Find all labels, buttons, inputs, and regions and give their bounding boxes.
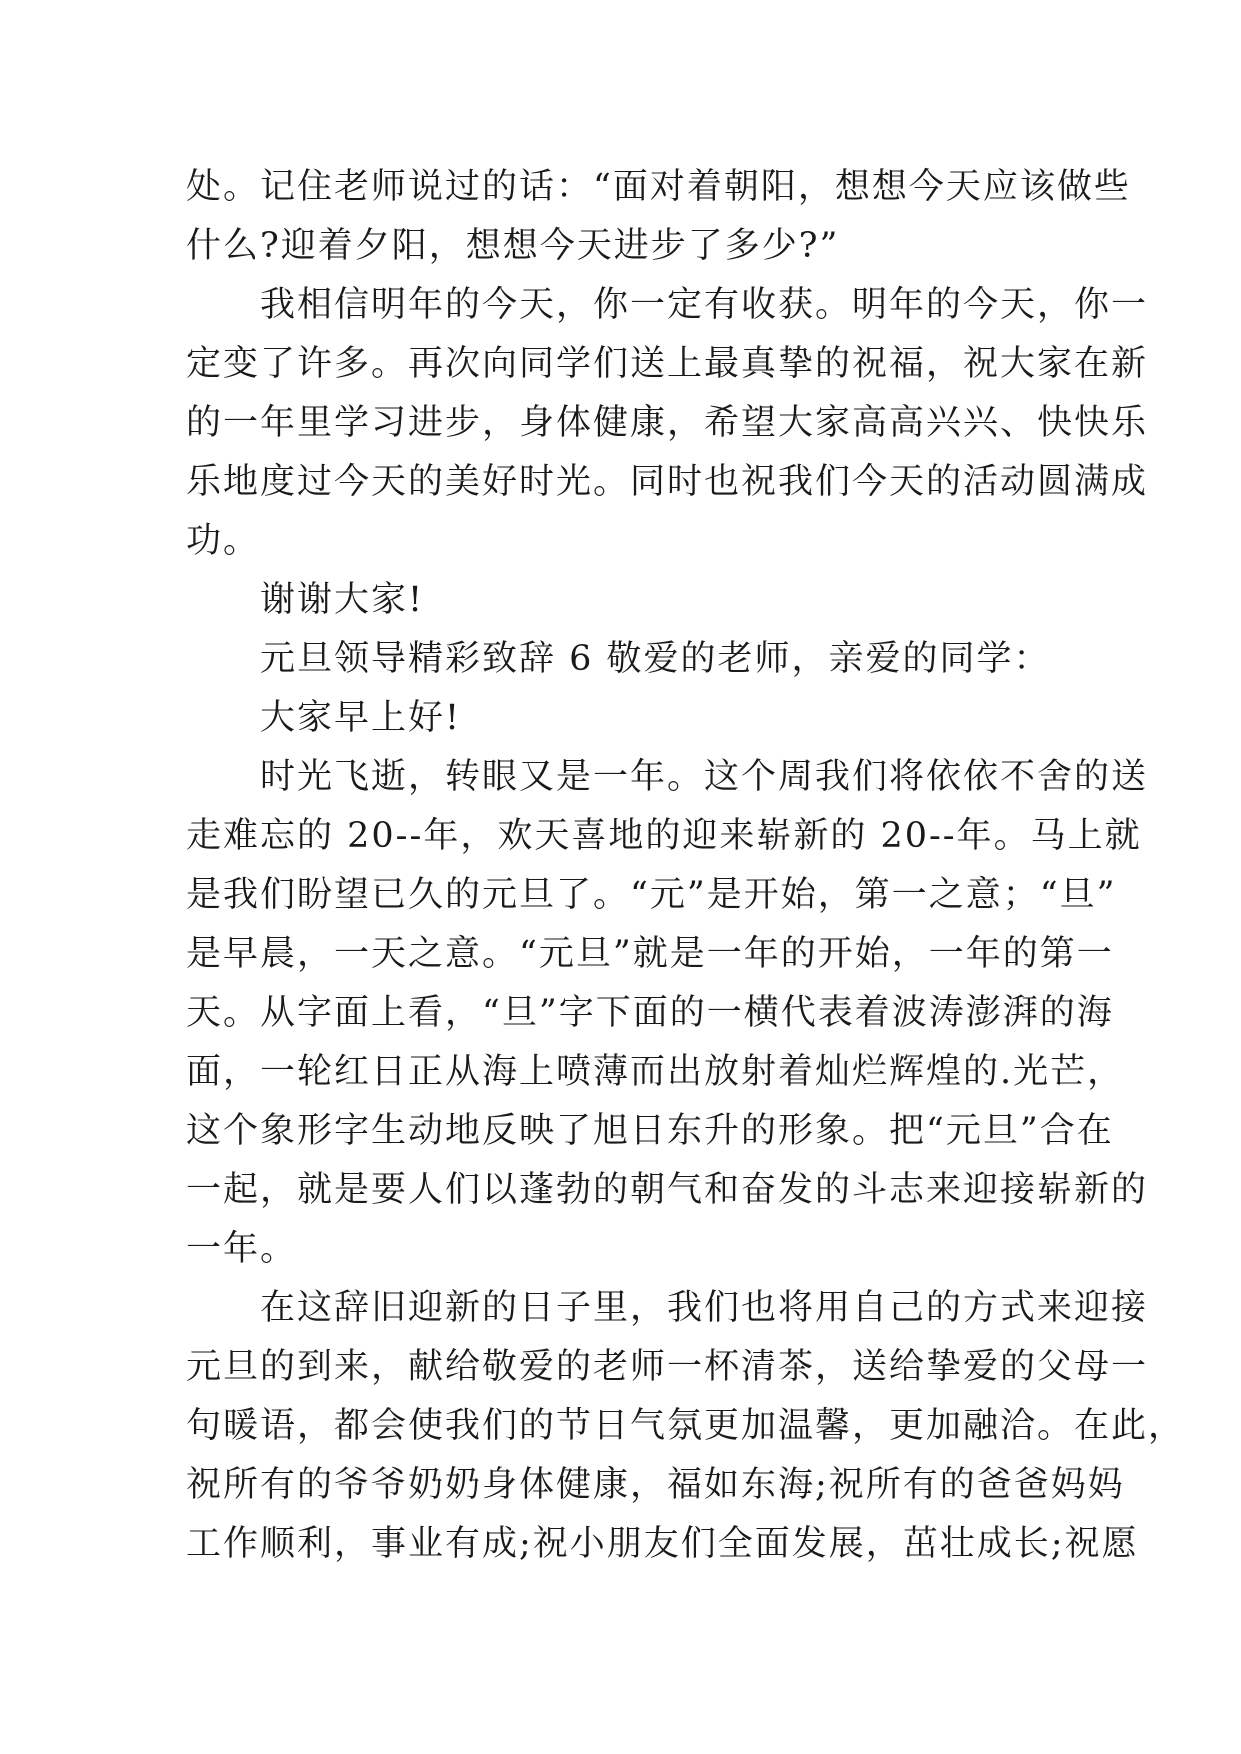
text-line: 工作顺利，事业有成;祝小朋友们全面发展，茁壮成长;祝愿	[186, 1524, 1139, 1564]
text-line: 在这辞旧迎新的日子里，我们也将用自己的方式来迎接	[186, 1288, 1149, 1328]
text-line: 元旦领导精彩致辞 6 敬爱的老师，亲爱的同学：	[186, 639, 1051, 679]
text-line: 大家早上好!	[186, 698, 462, 738]
text-line: 功。	[186, 521, 261, 561]
text-line: 走难忘的 20--年，欢天喜地的迎来崭新的 20--年。马上就	[186, 816, 1142, 856]
text-line: 句暖语，都会使我们的节日气氛更加温馨，更加融洽。在此，	[186, 1406, 1186, 1446]
text-line: 是早晨，一天之意。“元旦”就是一年的开始，一年的第一	[186, 934, 1114, 974]
text-line: 谢谢大家!	[186, 580, 425, 620]
text-line: 定变了许多。再次向同学们送上最真挚的祝福，祝大家在新	[186, 344, 1149, 384]
text-line: 乐地度过今天的美好时光。同时也祝我们今天的活动圆满成	[186, 462, 1149, 502]
text-line: 祝所有的爷爷奶奶身体健康，福如东海;祝所有的爸爸妈妈	[186, 1465, 1125, 1505]
text-line: 时光飞逝，转眼又是一年。这个周我们将依依不舍的送	[186, 757, 1149, 797]
text-line: 面，一轮红日正从海上喷薄而出放射着灿烂辉煌的.光芒，	[186, 1052, 1125, 1092]
text-line: 处。记住老师说过的话：“面对着朝阳，想想今天应该做些	[186, 167, 1131, 207]
text-line: 我相信明年的今天，你一定有收获。明年的今天，你一	[186, 285, 1149, 325]
text-line: 元旦的到来，献给敬爱的老师一杯清茶，送给挚爱的父母一	[186, 1347, 1149, 1387]
text-line: 天。从字面上看，“旦”字下面的一横代表着波涛澎湃的海	[186, 993, 1114, 1033]
text-line: 的一年里学习进步，身体健康，希望大家高高兴兴、快快乐	[186, 403, 1149, 443]
text-line: 什么?迎着夕阳，想想今天进步了多少?”	[186, 226, 840, 266]
text-line: 一起，就是要人们以蓬勃的朝气和奋发的斗志来迎接崭新的	[186, 1170, 1149, 1210]
text-line: 一年。	[186, 1229, 298, 1269]
text-line: 是我们盼望已久的元旦了。“元”是开始，第一之意；“旦”	[186, 875, 1117, 915]
document-body	[186, 158, 1186, 1574]
text-line: 这个象形字生动地反映了旭日东升的形象。把“元旦”合在	[186, 1111, 1114, 1151]
